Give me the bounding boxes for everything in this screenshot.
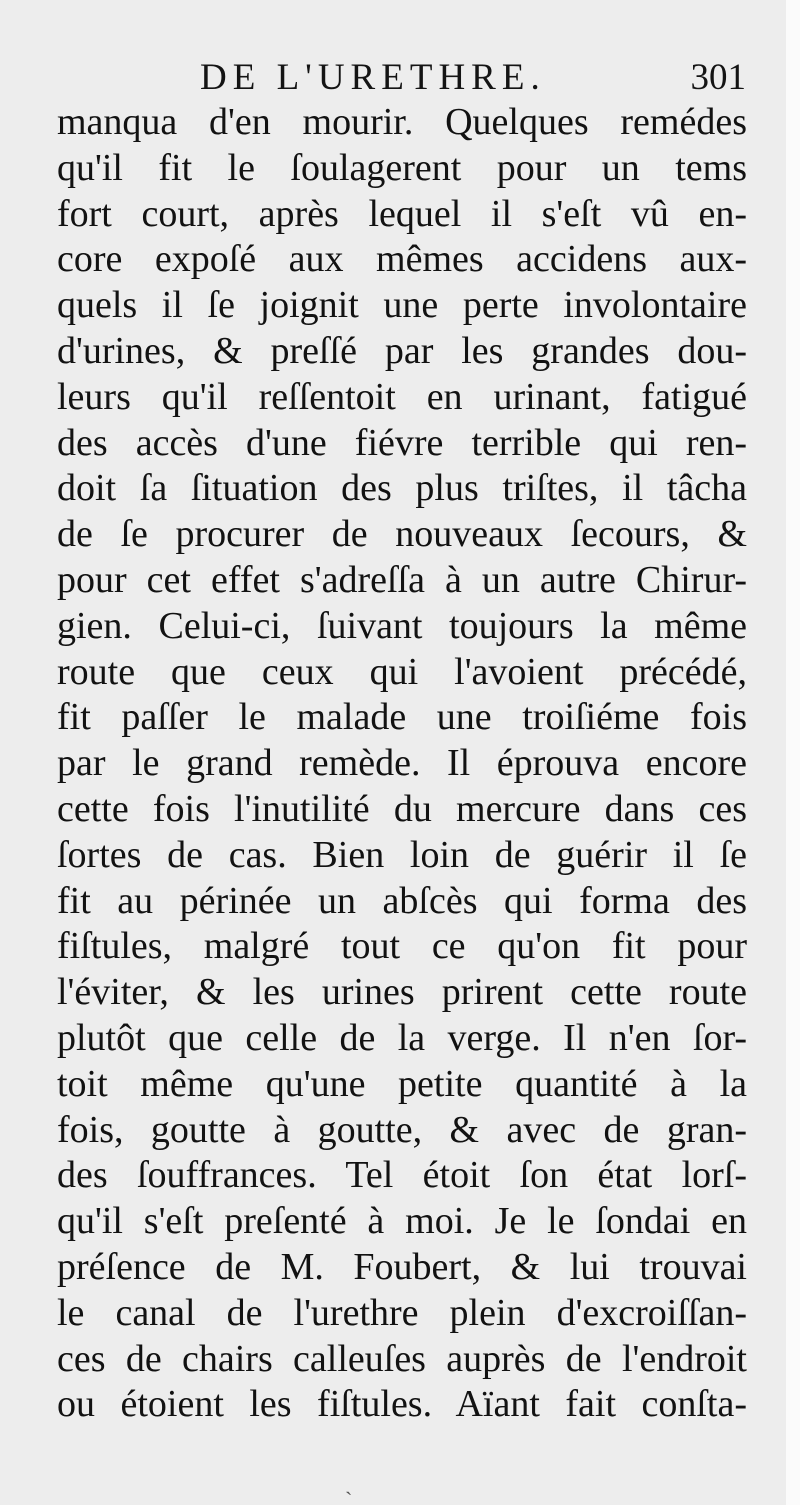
text-line: route que ceux qui l'avoient précédé, — [57, 650, 747, 693]
text-line: le canal de l'urethre plein d'excroiſſan- — [57, 1291, 747, 1334]
ink-mark: ˏ — [345, 1470, 353, 1495]
text-line: fit paſſer le malade une troiſiéme fois — [57, 696, 747, 739]
text-line: fort court, après lequel il s'eſt vû en- — [57, 192, 747, 235]
text-line: cette fois l'inutilité du mercure dans ces — [57, 787, 747, 830]
text-line: fiſtules, malgré tout ce qu'on fit pour — [57, 925, 747, 968]
text-line: par le grand remède. Il éprouva encore — [57, 742, 747, 785]
text-line: quels il ſe joignit une perte involontaire — [57, 284, 747, 327]
text-line: manqua d'en mourir. Quelques remédes — [57, 101, 747, 143]
text-line: doit ſa ſituation des plus triſtes, il tâcha — [57, 467, 747, 510]
running-title: DE L'URETHRE. — [200, 57, 546, 98]
text-line: préſence de M. Foubert, & lui trouvai — [57, 1245, 747, 1288]
text-line: fois, goutte à goutte, & avec de gran- — [57, 1108, 747, 1151]
page-number: 301 — [690, 57, 746, 98]
text-line: des ſouffrances. Tel étoit ſon état lorſ- — [57, 1154, 747, 1197]
text-line: qu'il s'eſt preſenté à moi. Je le ſondai en — [57, 1200, 747, 1243]
text-line: ou étoient les fiſtules. Aïant fait conſta- — [57, 1383, 747, 1426]
text-line: de ſe procurer de nouveaux ſecours, & — [57, 513, 747, 556]
text-line: fit au périnée un abſcès qui forma des — [57, 879, 747, 922]
page-header — [200, 55, 750, 100]
text-line: des accès d'une fiévre terrible qui ren- — [57, 421, 747, 464]
text-line: core expoſé aux mêmes accidens aux- — [57, 238, 747, 281]
text-line: d'urines, & preſſé par les grandes dou- — [57, 329, 747, 372]
text-line: pour cet effet s'adreſſa à un autre Chirur- — [57, 558, 747, 601]
text-line: toit même qu'une petite quantité à la — [57, 1062, 747, 1105]
text-line: ces de chairs calleuſes auprès de l'endroit — [57, 1337, 747, 1380]
text-line: ſortes de cas. Bien loin de guérir il ſe — [57, 833, 747, 876]
text-line: gien. Celui-ci, ſuivant toujours la même — [57, 604, 747, 647]
text-line: l'éviter, & les urines prirent cette route — [57, 971, 747, 1014]
text-line: leurs qu'il reſſentoit en urinant, fatigué — [57, 375, 747, 418]
text-line: qu'il fit le ſoulagerent pour un tems — [57, 146, 747, 189]
body-text — [57, 100, 747, 1428]
text-line: plutôt que celle de la verge. Il n'en ſor- — [57, 1016, 747, 1059]
